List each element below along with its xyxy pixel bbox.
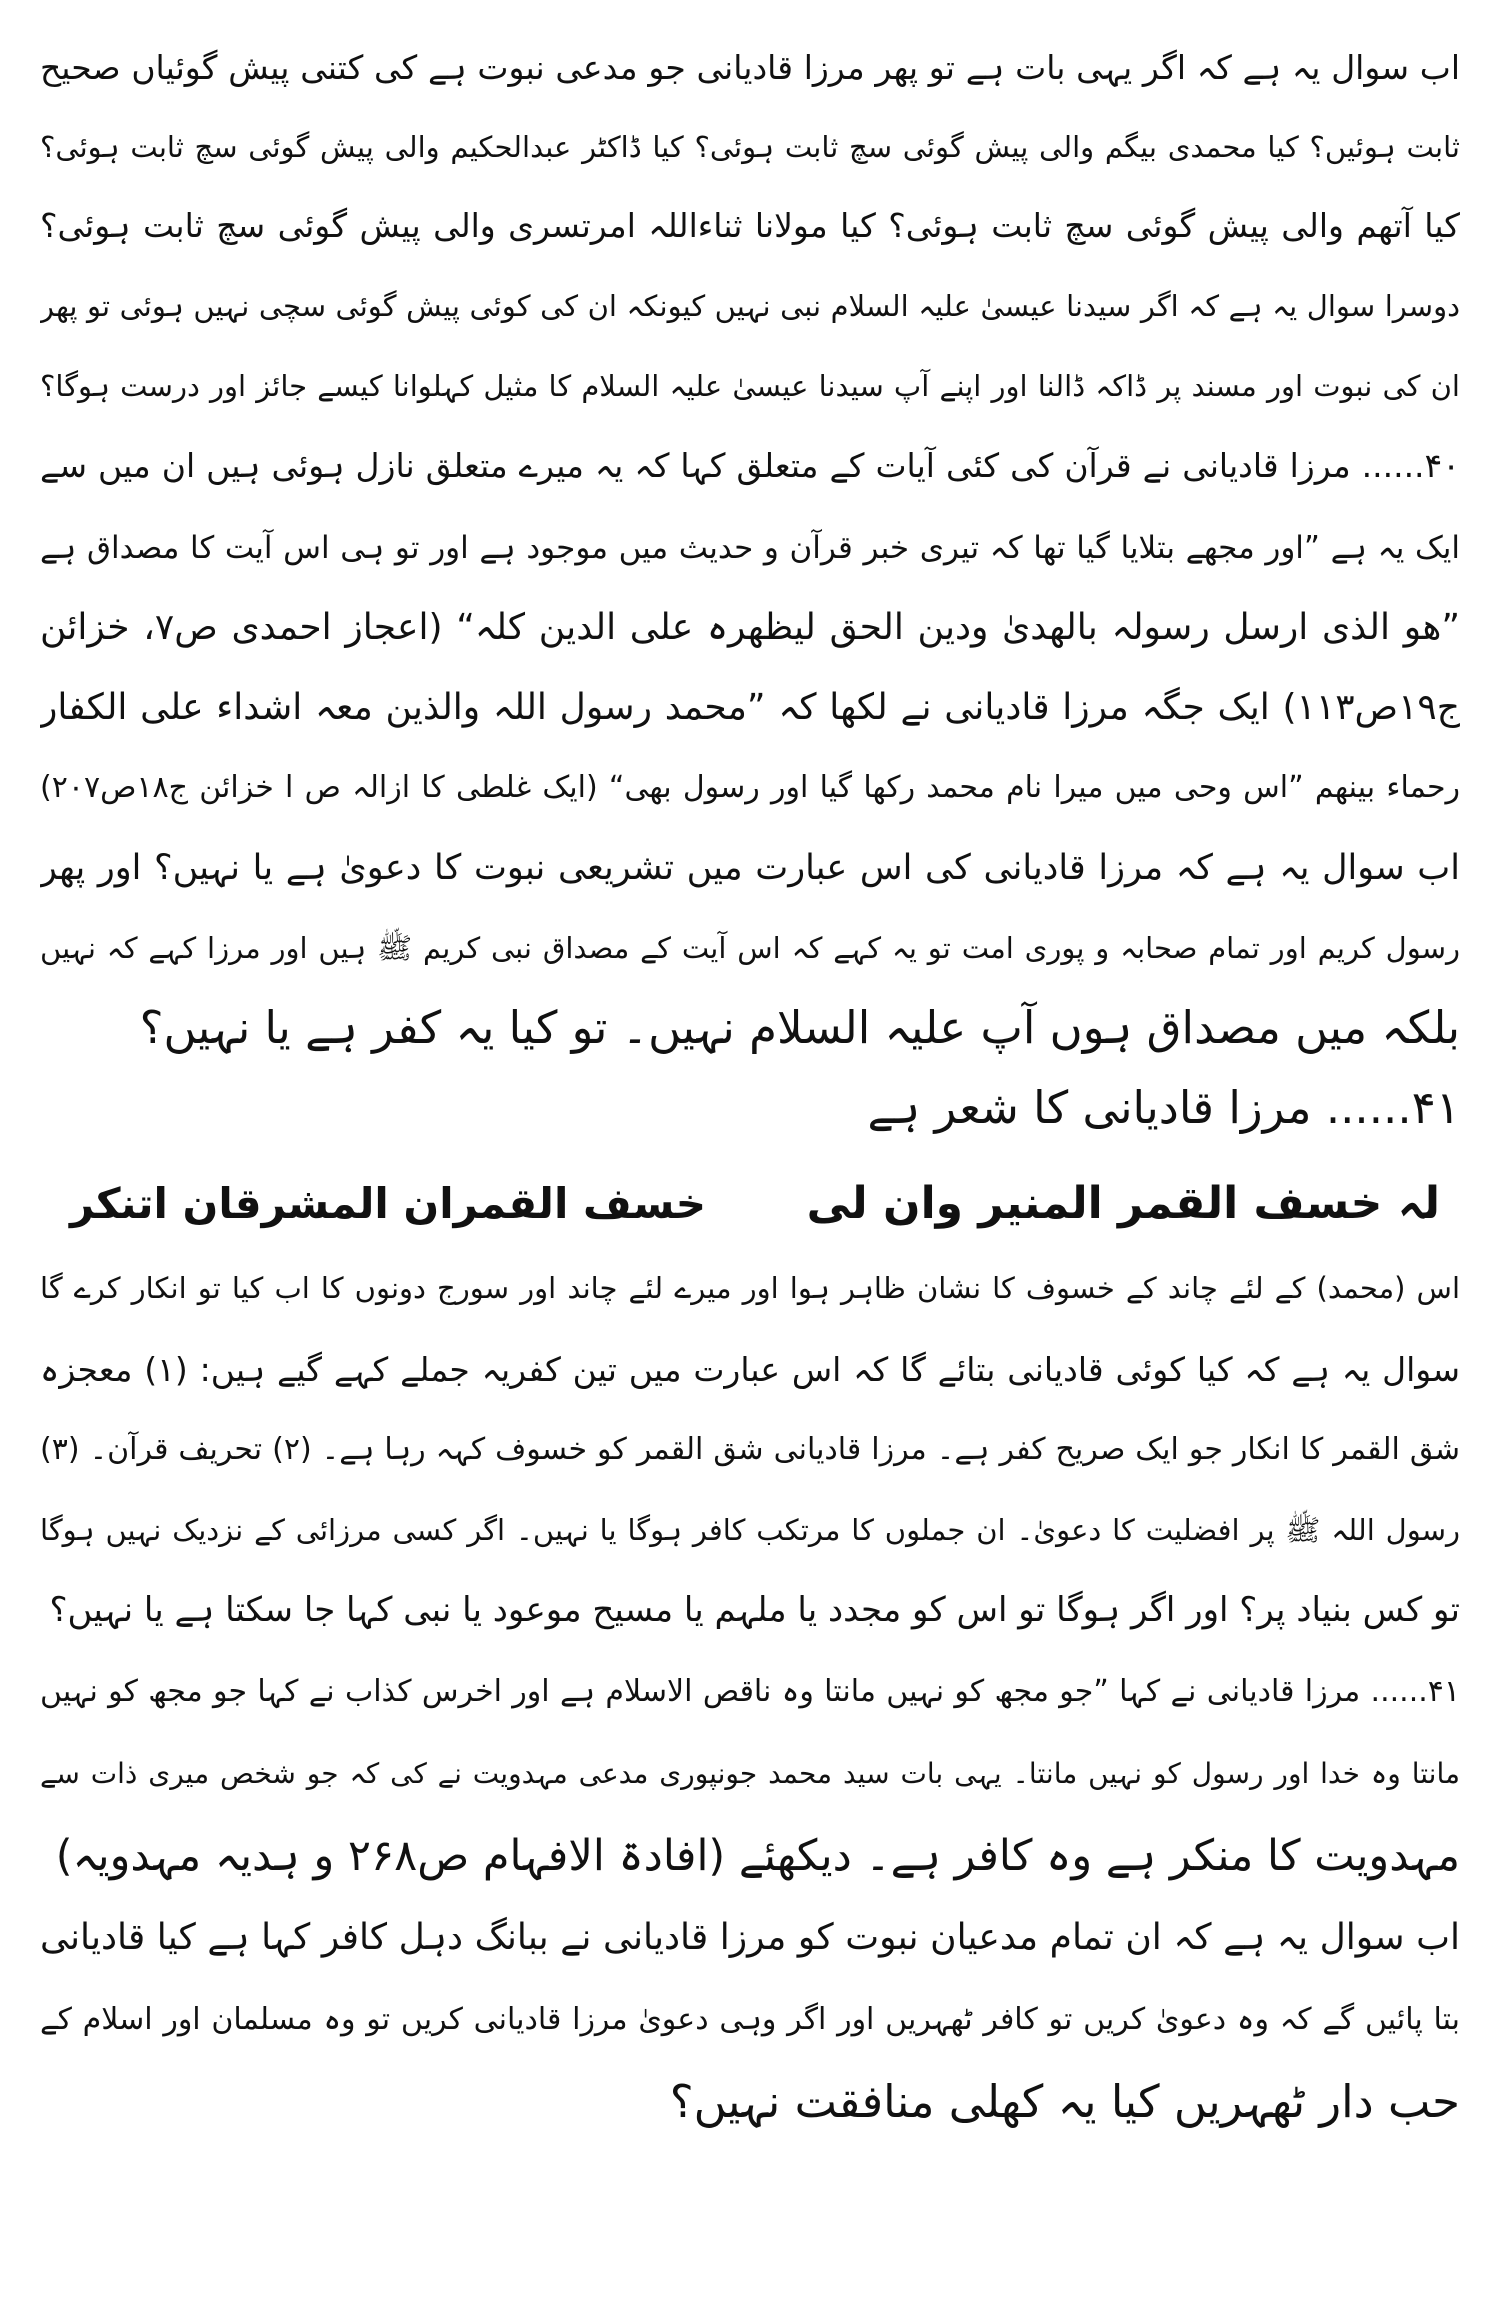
text-line-1: اب سوال یہ ہے کہ اگر یہی بات ہے تو پھر مرزا قادیانی جو مدعی نبوت ہے کی کتنی پیش گوئیاں صحیح (40, 48, 1460, 87)
text-line-21: مانتا وہ خدا اور رسول کو نہیں مانتا۔ یہی بات سید محمد جونپوری مدعی مہدویت نے کی کہ جو شخص میری ذات سے (40, 1757, 1460, 1790)
text-line-2: ثابت ہوئیں؟ کیا محمدی بیگم والی پیش گوئی سچ ثابت ہوئی؟ کیا ڈاکٹر عبدالحکیم والی پیش گوئی سچ ثابت ہوئی؟ (40, 130, 1460, 164)
text-line-11: اب سوال یہ ہے کہ مرزا قادیانی کی اس عبارت میں تشریعی نبوت کا دعویٰ ہے یا نہیں؟ اور پھر (40, 848, 1460, 888)
text-line-17: شق القمر کا انکار جو ایک صریح کفر ہے۔ مرزا قادیانی شق القمر کو خسوف کہہ رہا ہے۔ (۲) تحریف قرآن۔ (۳) (40, 1432, 1460, 1467)
text-line-9: ج۱۹ص۱۱۳) ایک جگہ مرزا قادیانی نے لکھا کہ ”محمد رسول اللہ والذین معہ اشداء علی الکفار (40, 687, 1460, 728)
text-line-12: رسول کریم اور تمام صحابہ و پوری امت تو یہ کہے کہ اس آیت کے مصداق نبی کریم ﷺ ہیں اور مرزا کہے کہ نہیں (40, 931, 1460, 965)
text-line-6: ۴۰...... مرزا قادیانی نے قرآن کی کئی آیات کے متعلق کہا کہ یہ میرے متعلق نازل ہوئی ہیں ان میں سے (40, 446, 1460, 485)
text-line-14: ۴۱...... مرزا قادیانی کا شعر ہے (867, 1081, 1460, 1134)
text-line-4: دوسرا سوال یہ ہے کہ اگر سیدنا عیسیٰ علیہ السلام نبی نہیں کیونکہ ان کی کوئی پیش گوئی سچی نہیں ہوئی تو پھر (40, 289, 1460, 323)
text-line-20: ۴۱...... مرزا قادیانی نے کہا ”جو مجھ کو نہیں مانتا وہ ناقص الاسلام ہے اور اخرس کذاب نے کہا جو مجھ کو نہیں (40, 1674, 1460, 1709)
text-line-23: اب سوال یہ ہے کہ ان تمام مدعیان نبوت کو مرزا قادیانی نے ببانگ دہل کافر کہا ہے کیا قادیانی (40, 1917, 1460, 1958)
text-line-5: ان کی نبوت اور مسند پر ڈاکہ ڈالنا اور اپنے آپ سیدنا عیسیٰ علیہ السلام کا مثیل کہلوانا کیسے جائز اور درست ہوگا؟ (40, 369, 1460, 403)
text-line-3: کیا آتھم والی پیش گوئی سچ ثابت ہوئی؟ کیا مولانا ثناءاللہ امرتسری والی پیش گوئی سچ ثابت ہوئی؟ (40, 206, 1460, 245)
text-line-16: سوال یہ ہے کہ کیا کوئی قادیانی بتائے گا کہ اس عبارت میں تین کفریہ جملے کہے گیے ہیں: (۱) معجزہ (40, 1350, 1460, 1389)
text-line-18: رسول اللہ ﷺ پر افضلیت کا دعویٰ۔ ان جملوں کا مرتکب کافر ہوگا یا نہیں۔ اگر کسی مرزائی کے نزدیک نہیں ہوگا (40, 1513, 1460, 1547)
text-line-24: بتا پائیں گے کہ وہ دعویٰ کریں تو کافر ٹھہریں اور اگر وہی دعویٰ مرزا قادیانی کریں تو وہ مسلمان اور اسلام کے (40, 2002, 1460, 2037)
text-line-10: رحماء بینھم ”اس وحی میں میرا نام محمد رکھا گیا اور رسول بھی“ (ایک غلطی کا ازالہ ص ا خزائن ج۱۸ص۲۰۷) (40, 770, 1460, 805)
verse-left-hemistich: خسف القمران المشرقان اتنکر (70, 1179, 706, 1228)
text-line-19: تو کس بنیاد پر؟ اور اگر ہوگا تو اس کو مجدد یا ملہم یا مسیح موعود یا نبی کہا جا سکتا ہے یا نہیں؟ (49, 1590, 1460, 1630)
text-line-25: حب دار ٹھہریں کیا یہ کھلی منافقت نہیں؟ (669, 2075, 1460, 2128)
text-line-22: مہدویت کا منکر ہے وہ کافر ہے۔ دیکھئے (افادۃ الافہام ص۲۶۸ و ہدیہ مہدویہ) (55, 1831, 1460, 1881)
text-line-15: اس (محمد) کے لئے چاند کے خسوف کا نشان ظاہر ہوا اور میرے لئے چاند اور سورج دونوں کا اب کیا تو انکار کرے گا (40, 1271, 1460, 1305)
text-line-13: بلکہ میں مصداق ہوں آپ علیہ السلام نہیں۔ تو کیا یہ کفر ہے یا نہیں؟ (139, 1001, 1460, 1054)
text-line-8: ”ھو الذی ارسل رسولہ بالھدیٰ ودین الحق لیظھرہ علی الدین کلہ“ (اعجاز احمدی ص۷، خزائن (40, 607, 1460, 648)
verse-right-hemistich: لہ خسف القمر المنیر وان لی (806, 1178, 1440, 1229)
text-line-7: ایک یہ ہے ”اور مجھے بتلایا گیا تھا کہ تیری خبر قرآن و حدیث میں موجود ہے اور تو ہی اس آیت کا مصداق ہے (40, 530, 1460, 566)
